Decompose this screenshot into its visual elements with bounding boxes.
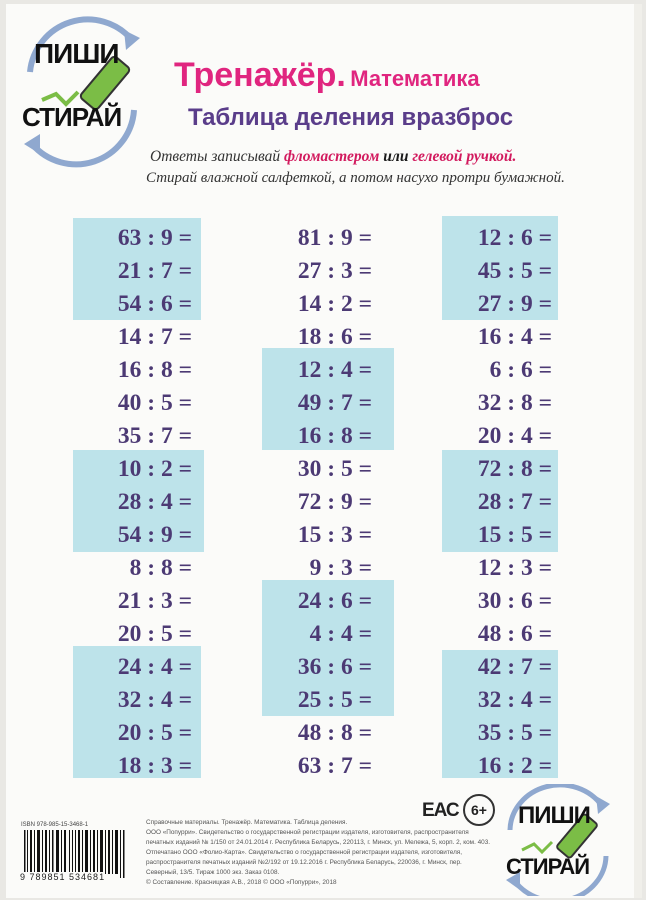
division-exercise[interactable]: 30 : 6 = [477, 588, 552, 614]
division-exercise[interactable]: 27 : 9 = [477, 291, 552, 317]
logo-top-line1: ПИШИ [34, 38, 119, 69]
division-exercise[interactable]: 9 : 3 = [309, 555, 372, 581]
page-title [174, 56, 480, 95]
instructions-line2: Стирай влажной салфеткой, а потом насухо протри бумажной. [146, 170, 565, 186]
division-exercise[interactable]: 45 : 5 = [477, 258, 552, 284]
exercise-column-2 [262, 222, 372, 783]
division-exercise[interactable]: 35 : 7 = [117, 423, 192, 449]
division-exercise[interactable]: 36 : 6 = [297, 654, 372, 680]
division-exercise[interactable]: 14 : 7 = [117, 324, 192, 350]
division-exercise[interactable]: 63 : 7 = [297, 753, 372, 779]
instr-text-a: Ответы записывай [150, 148, 285, 165]
division-exercise[interactable]: 21 : 7 = [117, 258, 192, 284]
division-exercise[interactable]: 72 : 8 = [477, 456, 552, 482]
title-main: Тренажёр. [174, 56, 346, 94]
instr-or: или [379, 148, 413, 165]
division-exercise[interactable]: 21 : 3 = [117, 588, 192, 614]
division-exercise[interactable]: 32 : 8 = [477, 390, 552, 416]
division-exercise[interactable]: 48 : 8 = [297, 720, 372, 746]
worksheet-page [6, 4, 642, 898]
division-exercise[interactable]: 42 : 7 = [477, 654, 552, 680]
division-exercise[interactable]: 4 : 4 = [309, 621, 372, 647]
page-subtitle: Таблица деления вразброс [188, 104, 514, 131]
division-exercise[interactable]: 32 : 4 = [117, 687, 192, 713]
exercise-column-1 [82, 222, 192, 783]
division-exercise[interactable]: 30 : 5 = [297, 456, 372, 482]
isbn-label: ISBN 978-985-15-3468-1 [21, 822, 89, 828]
age-rating-badge: 6+ [463, 794, 495, 826]
instr-marker: фломастером [284, 148, 380, 165]
division-exercise[interactable]: 25 : 5 = [297, 687, 372, 713]
imprint-line1: Справочные материалы. Тренажёр. Математика. Таблица деления. [146, 819, 348, 826]
division-exercise[interactable]: 12 : 6 = [477, 225, 552, 251]
imprint-line2: ООО «Попурри». Свидетельство о государственной регистрации издателя, изготовителя, распространителя печатных изданий № 1/150 от 24.01.2014 г. Республика Беларусь, 220113, г. Минск, ул. Мележа, 5, корп. 2, ком. 403. Отпечатано ООО «Фолио-Карта». Свидетельство о государственной регистрации издателя, изготовителя, распространителя печатных изданий №2/192 от 19.12.2016 г. Республика Беларусь, 220036, г. Минск, пер. Северный, 13/5. Тираж 1000 экз. Заказ 0108. [146, 829, 491, 876]
division-exercise[interactable]: 54 : 9 = [117, 522, 192, 548]
division-exercise[interactable]: 18 : 6 = [297, 324, 372, 350]
imprint-line3: © Составление. Красницкая А.В., 2018 © ООО «Попурри», 2018 [146, 879, 337, 886]
instructions-line1 [150, 148, 516, 166]
division-exercise[interactable]: 63 : 9 = [117, 225, 192, 251]
division-exercise[interactable]: 15 : 5 = [477, 522, 552, 548]
division-exercise[interactable]: 81 : 9 = [297, 225, 372, 251]
division-exercise[interactable]: 49 : 7 = [297, 390, 372, 416]
instr-gelpen: гелевой ручкой. [412, 148, 517, 165]
division-exercise[interactable]: 20 : 5 = [117, 621, 192, 647]
division-exercise[interactable]: 24 : 6 = [297, 588, 372, 614]
logo-bottom-line1: ПИШИ [518, 802, 590, 829]
division-exercise[interactable]: 16 : 4 = [477, 324, 552, 350]
division-exercise[interactable]: 24 : 4 = [117, 654, 192, 680]
division-exercise[interactable]: 16 : 2 = [477, 753, 552, 779]
division-exercise[interactable]: 15 : 3 = [297, 522, 372, 548]
isbn-digits: 9 789851 534681 [20, 872, 106, 882]
logo-bottom [498, 784, 618, 896]
division-exercise[interactable]: 16 : 8 = [297, 423, 372, 449]
division-exercise[interactable]: 20 : 4 = [477, 423, 552, 449]
division-exercise[interactable]: 28 : 7 = [477, 489, 552, 515]
exercise-column-3 [442, 222, 552, 783]
division-exercise[interactable]: 16 : 8 = [117, 357, 192, 383]
division-exercise[interactable]: 40 : 5 = [117, 390, 192, 416]
division-exercise[interactable]: 72 : 9 = [297, 489, 372, 515]
division-exercise[interactable]: 20 : 5 = [117, 720, 192, 746]
division-exercise[interactable]: 8 : 8 = [129, 555, 192, 581]
division-exercise[interactable]: 54 : 6 = [117, 291, 192, 317]
division-exercise[interactable]: 48 : 6 = [477, 621, 552, 647]
division-exercise[interactable]: 12 : 4 = [297, 357, 372, 383]
imprint-text [146, 818, 491, 888]
logo-top [12, 10, 152, 170]
division-exercise[interactable]: 6 : 6 = [489, 357, 552, 383]
division-exercise[interactable]: 18 : 3 = [117, 753, 192, 779]
logo-bottom-line2: СТИРАЙ [506, 854, 590, 879]
division-exercise[interactable]: 10 : 2 = [117, 456, 192, 482]
logo-top-line2: СТИРАЙ [22, 102, 122, 132]
division-exercise[interactable]: 14 : 2 = [297, 291, 372, 317]
title-subject: Математика [350, 66, 480, 91]
division-exercise[interactable]: 35 : 5 = [477, 720, 552, 746]
division-exercise[interactable]: 12 : 3 = [477, 555, 552, 581]
division-exercise[interactable]: 32 : 4 = [477, 687, 552, 713]
division-exercise[interactable]: 27 : 3 = [297, 258, 372, 284]
division-exercise[interactable]: 28 : 4 = [117, 489, 192, 515]
eac-mark: ЕАС [422, 800, 459, 821]
